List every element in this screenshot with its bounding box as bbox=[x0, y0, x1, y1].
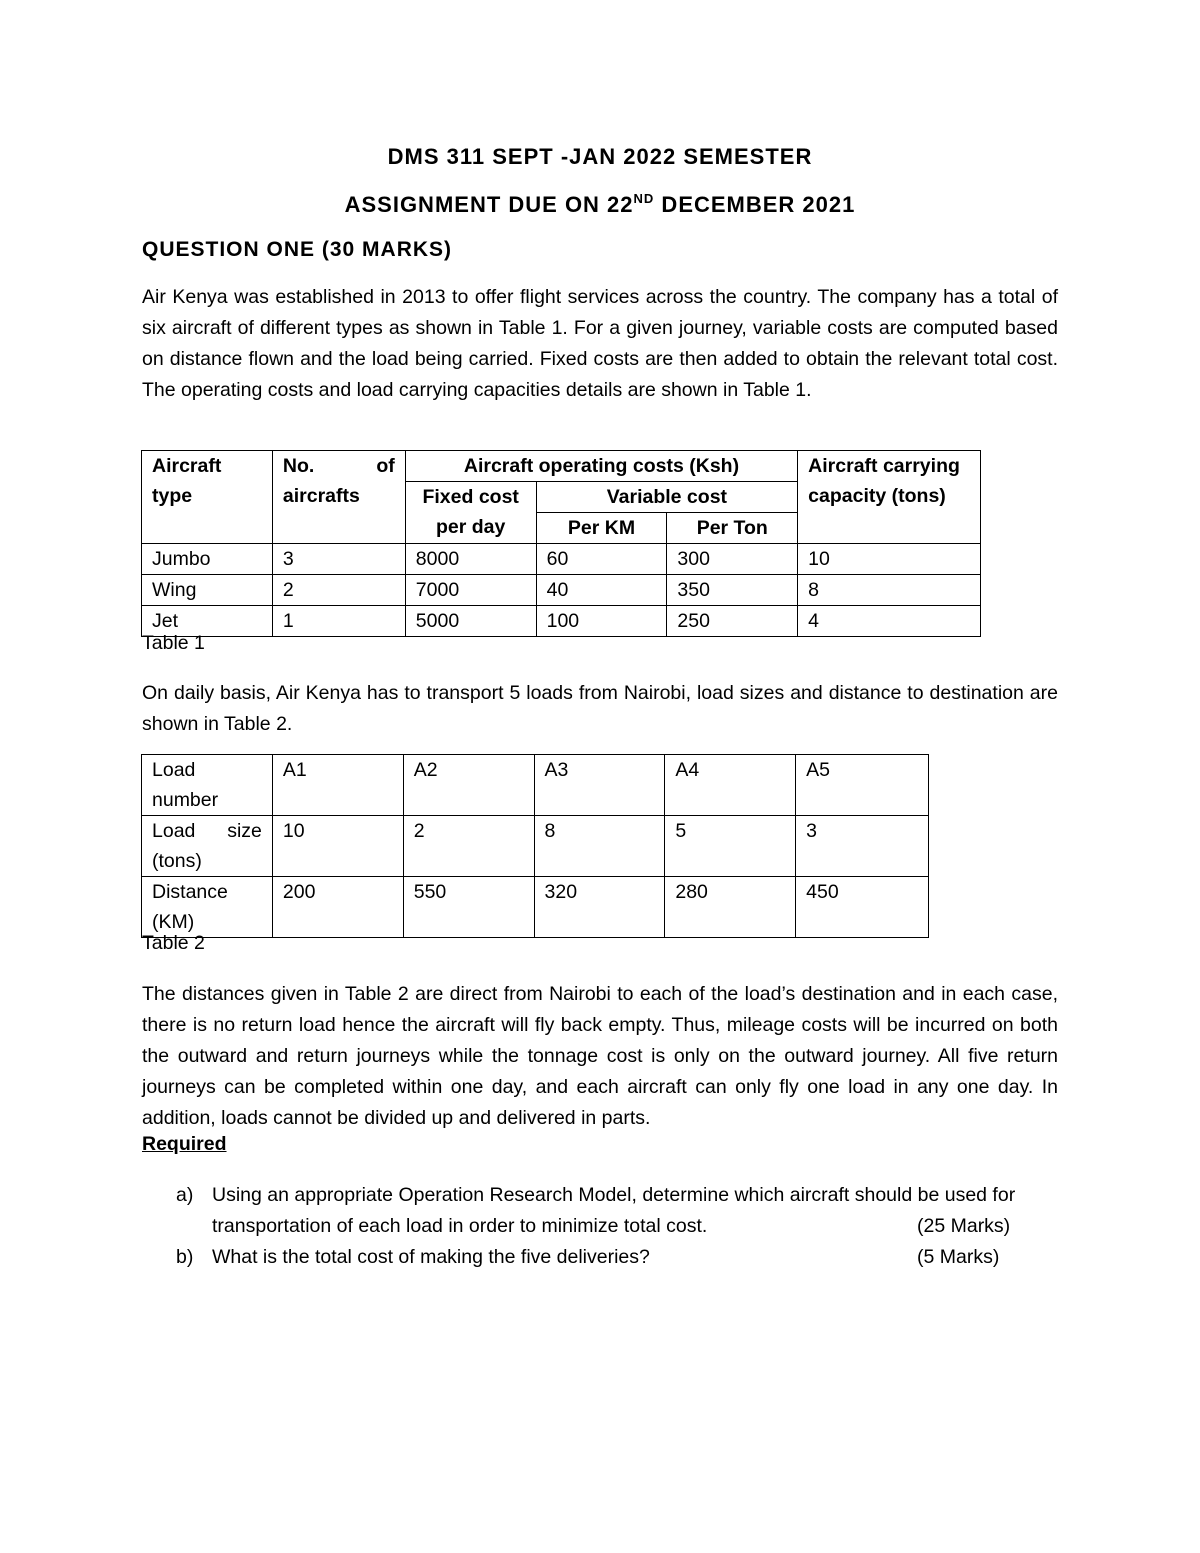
cell-size: 2 bbox=[403, 816, 534, 877]
question-heading: QUESTION ONE (30 MARKS) bbox=[142, 238, 453, 261]
cell-type: Jumbo bbox=[142, 544, 273, 575]
cell-per-km: 100 bbox=[536, 606, 667, 637]
header-variable-cost: Variable cost bbox=[536, 482, 798, 513]
header-fixed-cost: Fixed cost per day bbox=[405, 482, 536, 544]
cell-capacity: 4 bbox=[798, 606, 981, 637]
conditions-paragraph: The distances given in Table 2 are direct from Nairobi to each of the load’s destination and in each case, there is no return load hence the aircraft will fly back empty. Thus, mileage costs will be incurred on both the outward and return journeys while the tonnage cost is only on the outward journey. All five return journeys can be completed within one day, and each aircraft can only fly one load in any one day. In addition, loads cannot be divided up and delivered in parts. bbox=[142, 983, 1058, 1129]
cell-fixed: 7000 bbox=[405, 575, 536, 606]
table1-header-row bbox=[142, 451, 981, 482]
cell-distance: 280 bbox=[665, 877, 796, 938]
cell-size: 5 bbox=[665, 816, 796, 877]
table-row bbox=[142, 606, 981, 637]
table-aircraft-costs bbox=[141, 450, 981, 637]
item-text: Using an appropriate Operation Research Model, determine which aircraft should be used for transportation of each load in order to minimize total cost. bbox=[212, 1184, 1016, 1237]
cell-capacity: 10 bbox=[798, 544, 981, 575]
row-label-distance: Distance (KM) bbox=[142, 877, 273, 938]
due-prefix: ASSIGNMENT DUE ON 22 bbox=[344, 192, 634, 217]
row-label-load-number: Load number bbox=[142, 755, 273, 816]
item-letter: a) bbox=[176, 1184, 194, 1206]
header-per-ton: Per Ton bbox=[667, 513, 798, 544]
cell-distance: 450 bbox=[796, 877, 929, 938]
cell-count: 3 bbox=[272, 544, 405, 575]
cell-per-ton: 350 bbox=[667, 575, 798, 606]
cell-type: Wing bbox=[142, 575, 273, 606]
header-aircraft-type: Aircraft type bbox=[142, 451, 273, 544]
cell-type: Jet bbox=[142, 606, 273, 637]
header-operating-costs: Aircraft operating costs (Ksh) bbox=[405, 451, 797, 482]
cell-load: A1 bbox=[272, 755, 403, 816]
row-label-load-size: Load size (tons) bbox=[142, 816, 273, 877]
table-loads bbox=[141, 754, 929, 938]
cell-load: A4 bbox=[665, 755, 796, 816]
cell-load: A3 bbox=[534, 755, 665, 816]
table1-caption: Table 1 bbox=[142, 632, 205, 654]
table2-caption: Table 2 bbox=[142, 932, 205, 954]
header-num-aircrafts: No. of aircrafts bbox=[272, 451, 405, 544]
cell-fixed: 8000 bbox=[405, 544, 536, 575]
cell-count: 2 bbox=[272, 575, 405, 606]
cell-load: A5 bbox=[796, 755, 929, 816]
due-suffix: DECEMBER 2021 bbox=[654, 192, 856, 217]
cell-distance: 320 bbox=[534, 877, 665, 938]
header-per-km: Per KM bbox=[536, 513, 667, 544]
item-letter: b) bbox=[176, 1246, 194, 1268]
due-date-heading bbox=[0, 191, 1200, 218]
cell-size: 3 bbox=[796, 816, 929, 877]
cell-size: 10 bbox=[272, 816, 403, 877]
required-heading: Required bbox=[142, 1133, 227, 1155]
loads-intro-paragraph: On daily basis, Air Kenya has to transport 5 loads from Nairobi, load sizes and distance to destination are shown in Table 2. bbox=[142, 682, 1058, 735]
item-marks: (5 Marks) bbox=[917, 1246, 1000, 1268]
cell-per-ton: 250 bbox=[667, 606, 798, 637]
cell-per-ton: 300 bbox=[667, 544, 798, 575]
header-capacity: Aircraft carrying capacity (tons) bbox=[798, 451, 981, 544]
table-row bbox=[142, 544, 981, 575]
cell-per-km: 60 bbox=[536, 544, 667, 575]
cell-fixed: 5000 bbox=[405, 606, 536, 637]
document-title: DMS 311 SEPT -JAN 2022 SEMESTER bbox=[387, 144, 813, 169]
item-text: What is the total cost of making the five deliveries? bbox=[212, 1246, 650, 1268]
cell-capacity: 8 bbox=[798, 575, 981, 606]
item-marks: (25 Marks) bbox=[917, 1215, 1011, 1237]
due-superscript: ND bbox=[633, 191, 655, 206]
cell-per-km: 40 bbox=[536, 575, 667, 606]
cell-distance: 550 bbox=[403, 877, 534, 938]
table-row bbox=[142, 575, 981, 606]
cell-distance: 200 bbox=[272, 877, 403, 938]
table-row bbox=[142, 816, 929, 877]
table-row bbox=[142, 755, 929, 816]
cell-count: 1 bbox=[272, 606, 405, 637]
cell-size: 8 bbox=[534, 816, 665, 877]
table-row bbox=[142, 877, 929, 938]
intro-paragraph: Air Kenya was established in 2013 to offer flight services across the country. The company has a total of six aircraft of different types as shown in Table 1. For a given journey, variable costs are computed based on distance flown and the load being carried. Fixed costs are then added to obtain the relevant total cost. The operating costs and load carrying capacities details are shown in Table 1. bbox=[142, 286, 1058, 401]
cell-load: A2 bbox=[403, 755, 534, 816]
